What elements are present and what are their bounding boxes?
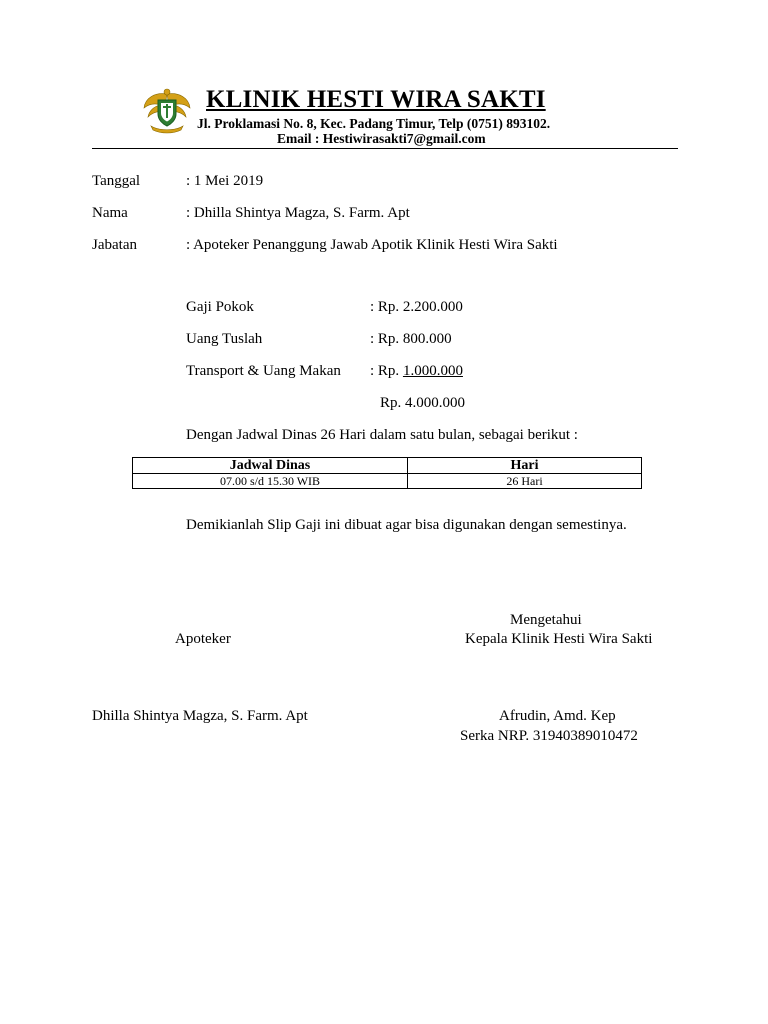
clinic-emblem-icon (141, 84, 193, 136)
table-row (133, 474, 642, 489)
right-signer-id: Serka NRP. 31940389010472 (460, 728, 638, 744)
left-signer-name: Dhilla Shintya Magza, S. Farm. Apt (92, 708, 308, 724)
table-header-row (133, 458, 642, 474)
position-value: : Apoteker Penanggung Jawab Apotik Klinik Hesti Wira Sakti (186, 237, 558, 253)
clinic-email: Email : Hestiwirasakti7@gmail.com (277, 131, 486, 146)
tuslah-value: : Rp. 800.000 (370, 331, 452, 347)
right-signer-role: Kepala Klinik Hesti Wira Sakti (465, 631, 653, 647)
transport-amount: 1.000.000 (402, 363, 463, 379)
date-label: Tanggal (92, 173, 141, 189)
position-label: Jabatan (92, 237, 137, 253)
date-value: : 1 Mei 2019 (186, 173, 264, 189)
table-cell: 07.00 s/d 15.30 WIB (133, 474, 408, 489)
clinic-address: Jl. Proklamasi No. 8, Kec. Padang Timur, Telp (0751) 893102. (197, 116, 551, 131)
basic-salary-label: Gaji Pokok (186, 299, 254, 315)
transport-label: Transport & Uang Makan (186, 363, 341, 379)
transport-value (370, 363, 463, 380)
name-label: Nama (92, 205, 128, 221)
transport-prefix: : Rp. (370, 363, 403, 379)
schedule-intro: Dengan Jadwal Dinas 26 Hari dalam satu bulan, sebagai berikut : (186, 427, 578, 443)
clinic-name: KLINIK HESTI WIRA SAKTI (206, 86, 546, 113)
left-signer-role: Apoteker (175, 631, 231, 647)
table-header: Jadwal Dinas (133, 458, 408, 474)
salary-total: Rp. 4.000.000 (380, 395, 466, 411)
header-divider (92, 148, 678, 149)
basic-salary-value: : Rp. 2.200.000 (370, 299, 463, 315)
tuslah-label: Uang Tuslah (186, 331, 263, 347)
acknowledge-label: Mengetahui (510, 612, 582, 628)
schedule-table (132, 457, 642, 489)
table-header: Hari (408, 458, 642, 474)
table-cell: 26 Hari (408, 474, 642, 489)
closing-statement: Demikianlah Slip Gaji ini dibuat agar bisa digunakan dengan semestinya. (186, 517, 627, 533)
right-signer-name: Afrudin, Amd. Kep (499, 708, 616, 724)
name-value: : Dhilla Shintya Magza, S. Farm. Apt (186, 205, 410, 221)
